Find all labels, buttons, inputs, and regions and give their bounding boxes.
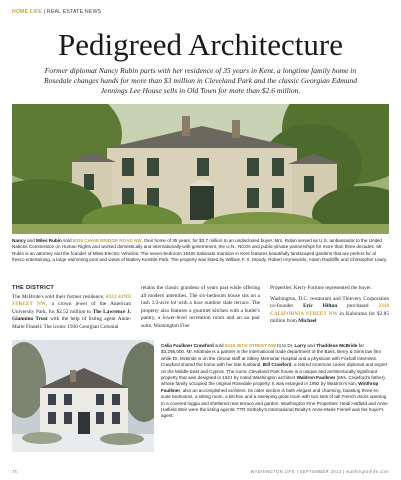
column-paragraph xyxy=(270,296,389,326)
text-run: Washington, D.C. restaurant and Thievery Corporation co-founder xyxy=(270,295,389,309)
mansion-photo xyxy=(12,104,389,234)
section-separator: | xyxy=(42,9,47,15)
article-column-2 xyxy=(141,285,260,333)
property-address: 3419 36TH STREET NW xyxy=(224,343,276,348)
property-address: 4322 42ND STREET NW xyxy=(12,293,132,307)
caption-body: for $3,295,000. Mr. McBride is a partner in the international trade department of the Bass, Berry & Sims law firm while Dr. McBride is on the clinical staff at Sibley Memorial Hospital and a physician with Foxhall Internists. Crawford shared the home with her late husband, xyxy=(161,343,382,368)
cleveland-park-house-photo xyxy=(12,340,154,452)
buyer-name: The Lawrence J. Giannino Trust xyxy=(12,308,132,322)
article-deck: Former diplomat Nancy Rubin parts with her residence of 35 years in Kent, a longtime family home in Rosedale changes hands for more than $3 million in Cleveland Park and the classic Georgian Edmund Jennings Lee House sells in Old Town for more than $2.6 million. xyxy=(43,66,358,96)
seller-name: Celia Faulkner Crawford xyxy=(161,343,214,348)
text-run: with the help of listing agent Anne-Marie Finnell. The iconic 1930 Georgian Colonial xyxy=(12,316,131,330)
caption-body: , also an accomplished architect. Its older section is both elegant and charming, boasting three en suite bedrooms, a sitting room, a kitchen and a sweeping great room with two sets of tall French doors opening to a covered loggia and sheltered rear terrace and garden. Washington Fine Properties' Heidi Hatfield and Anne Hatfield Weir were the listing agents; TTR Sotheby's International Realty's Anne-Marie Finnell was the buyer's agent. xyxy=(161,387,388,419)
photo-caption-rubin xyxy=(12,238,389,263)
column-paragraph xyxy=(12,294,131,332)
page-number: 74 xyxy=(12,469,17,474)
district-heading: THE DISTRICT xyxy=(12,285,55,291)
column-paragraph: retains the classic grandeur of years past while offering all modern amenities. The six-bedroom house sits on a lush 1/3-acre lot with a luxe outdoor slate terrace. The property also features a gourmet kitchen with a butler's pantry, a lower-level recreation room and an au pair suite. Washington Fine xyxy=(141,285,260,329)
person-name: Bill Crawford xyxy=(262,362,292,368)
mansion-illustration xyxy=(12,104,389,234)
caption-verb: sold xyxy=(213,343,225,348)
article-column-1 xyxy=(12,285,131,334)
buyer-name: Thaddeus McBride xyxy=(316,343,358,348)
text-run: to to Dr. xyxy=(275,343,295,348)
seller-name: Nancy xyxy=(12,238,26,243)
subsection-label: REAL ESTATE NEWS xyxy=(46,9,102,15)
person-name: Waldron Faulkner xyxy=(296,375,336,381)
buyer-name: Eric Hilton xyxy=(303,303,338,309)
caption-body: (Mrs. Crawford's father), whose family occupied the original Rosedale property. It was enlarged in 1992 by Waldron's son, xyxy=(161,375,386,387)
text-run: , a crown jewel of the American University Park, for $2.52 million to xyxy=(12,301,131,315)
buyer-name: Larry xyxy=(294,343,307,348)
caption-conjunction: and xyxy=(306,343,317,348)
text-run: purchased xyxy=(337,303,379,309)
text-run: The McBride's sold their former residence, xyxy=(12,293,106,300)
caption-conjunction: and xyxy=(25,238,37,243)
seller-name: Michael xyxy=(298,318,317,324)
house-illustration xyxy=(12,340,154,452)
property-address: 5025 CHAIN BRIDGE ROAD NW xyxy=(72,238,142,243)
caption-body: , a retired American career diplomat and expert on the Middle East and Cyprus. The iconic Cleveland Park house is a unique and architecturally significant property that was designed in 1921 by noted Washington architect xyxy=(161,362,388,381)
property-address: 2318 CALIFORNIA STREET NW xyxy=(270,303,390,317)
seller-name: Miles Rubin xyxy=(36,238,62,243)
caption-verb: sold xyxy=(61,238,73,243)
article-column-3 xyxy=(270,285,389,329)
article-title: Pedigreed Architecture xyxy=(58,27,343,62)
column-paragraph: Properties' Kerry Fortune represented the buyer. xyxy=(270,285,372,291)
section-header xyxy=(12,9,101,15)
section-label: HOME LIFE xyxy=(12,9,43,15)
footer-masthead: WASHINGTON LIFE | SEPTEMBER 2013 | washingtonlife.com xyxy=(250,469,389,474)
person-name: Winthrop Faulkner xyxy=(161,381,379,393)
text-run: in Kalorama for $2.85 million from xyxy=(270,310,389,324)
photo-caption-crawford xyxy=(161,343,389,420)
caption-body: , their home of 35 years, for $3.7 million to an undisclosed buyer. Mrs. Rubin served as U.S. ambassador to the United Nations Commission on Human Rights and worked domestically and internationally with government, the U.N., NGOs and public-private partnerships for more than three decades. Mr. Rubin is an attorney and the founder of Miles Electric Vehicles. The seven-bedroom 1940s Italianate mansion in Kent features beautifully landscaped gardens that are perfect for al fresco entertaining, a large swimming pool and views of Battery Kemble Park. The property was listed by William F. X. Moody, Robert Hryniewicki, Adam Rackliffe and Christopher Leary. xyxy=(12,238,388,262)
